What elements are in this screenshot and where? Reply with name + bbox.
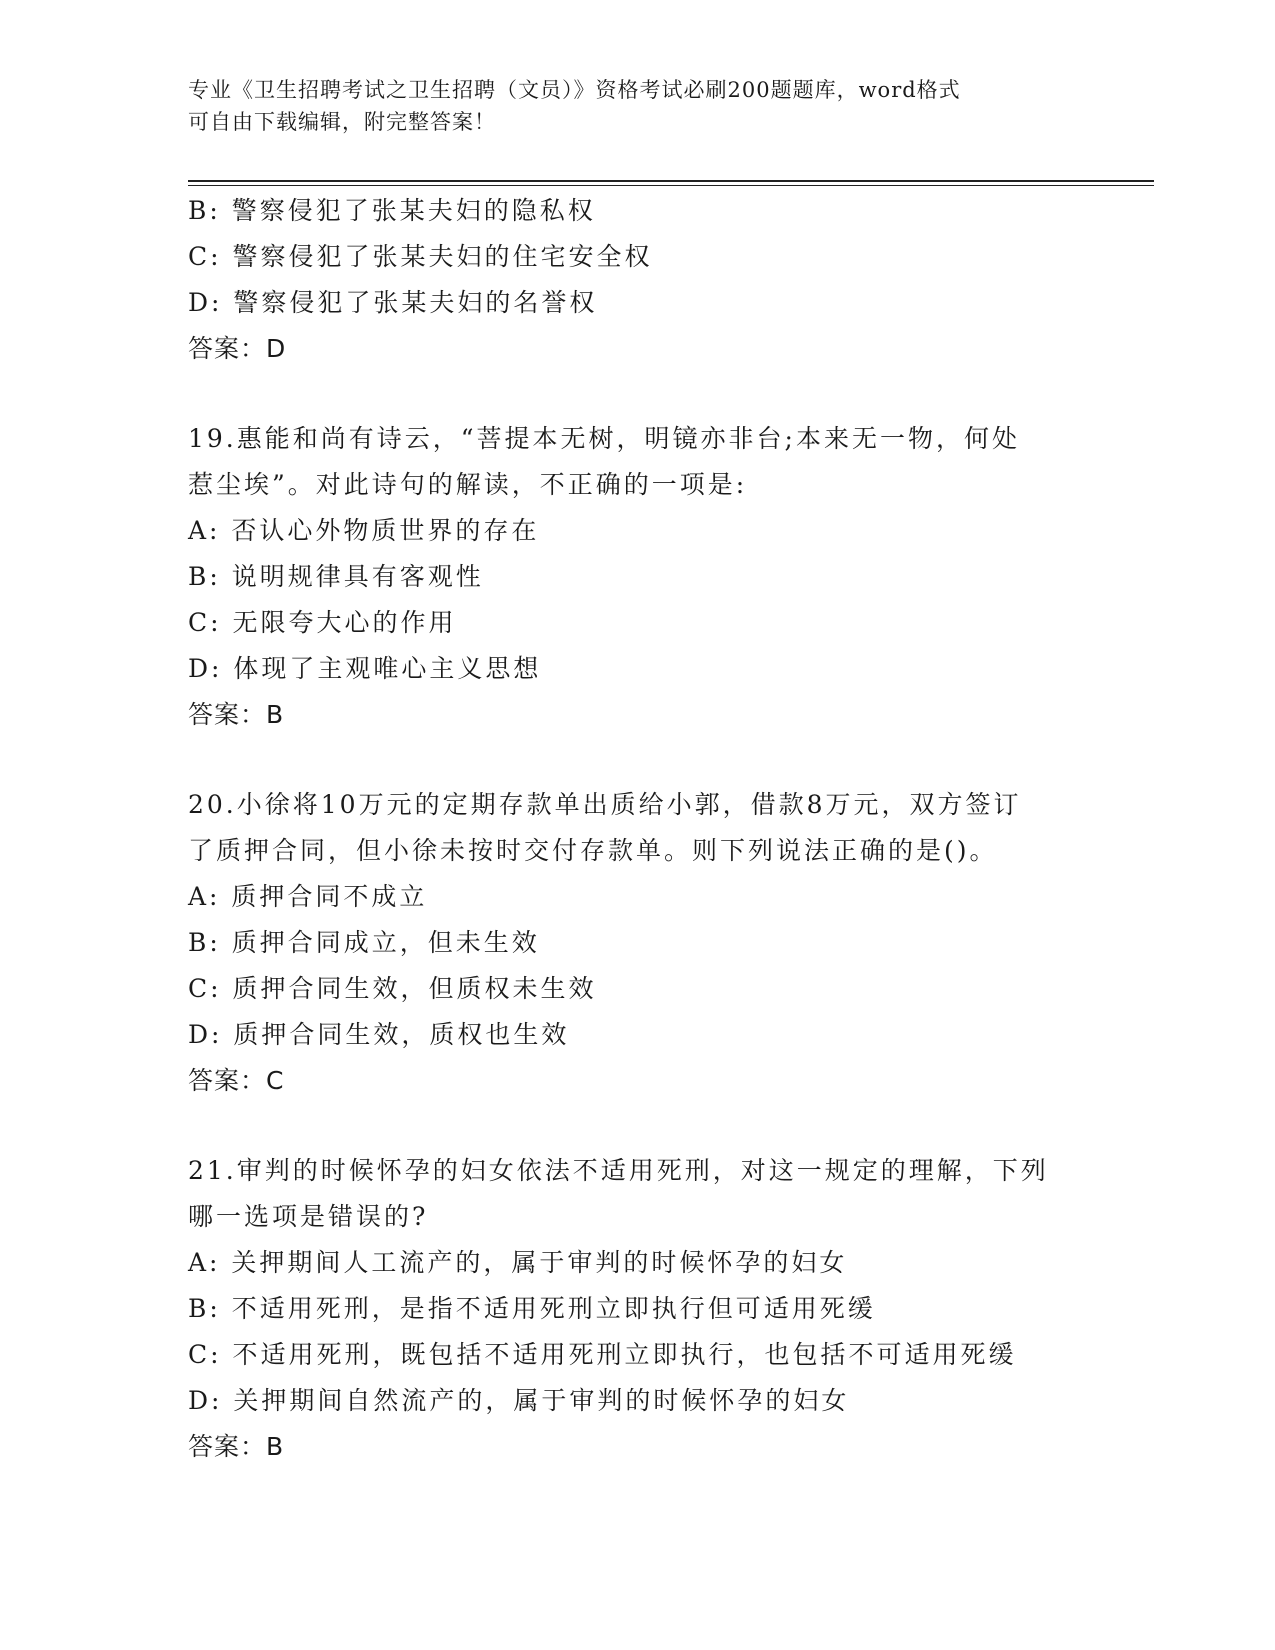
question-stem-line: 20.小徐将10万元的定期存款单出质给小郭，借款8万元，双方签订	[188, 790, 1022, 819]
question-19	[188, 416, 1088, 738]
spacer	[188, 1104, 1088, 1148]
option-b: B: 警察侵犯了张某夫妇的隐私权	[188, 196, 596, 225]
answer-line: 答案：C	[188, 1066, 285, 1095]
option-a: A: 关押期间人工流产的，属于审判的时候怀孕的妇女	[188, 1248, 848, 1277]
spacer	[188, 738, 1088, 782]
option-a: A: 质押合同不成立	[188, 882, 428, 911]
option-a: A: 否认心外物质世界的存在	[188, 516, 540, 545]
question-stem-line: 19.惠能和尚有诗云，“菩提本无树，明镜亦非台;本来无一物，何处	[188, 424, 1020, 453]
header-rule-thin	[188, 185, 1154, 186]
question-stem-line: 惹尘埃”。对此诗句的解读，不正确的一项是:	[188, 470, 748, 499]
option-d: D: 质押合同生效，质权也生效	[188, 1020, 570, 1049]
header-line-1: 专业《卫生招聘考试之卫生招聘（文员）》资格考试必刷200题题库，word格式	[188, 78, 961, 102]
option-d: D: 警察侵犯了张某夫妇的名誉权	[188, 288, 598, 317]
option-b: B: 说明规律具有客观性	[188, 562, 484, 591]
question-stem-line: 哪一选项是错误的?	[188, 1202, 429, 1231]
answer-line: 答案：B	[188, 700, 285, 729]
header-line-2: 可自由下载编辑，附完整答案！	[188, 110, 496, 134]
previous-question-tail	[188, 188, 1088, 372]
option-d: D: 体现了主观唯心主义思想	[188, 654, 542, 683]
option-b: B: 不适用死刑，是指不适用死刑立即执行但可适用死缓	[188, 1294, 876, 1323]
document-header	[188, 74, 1088, 138]
question-21	[188, 1148, 1088, 1470]
question-20	[188, 782, 1088, 1104]
option-c: C: 不适用死刑，既包括不适用死刑立即执行，也包括不可适用死缓	[188, 1340, 1017, 1369]
answer-line: 答案：D	[188, 334, 287, 363]
question-stem-line: 了质押合同，但小徐未按时交付存款单。则下列说法正确的是()。	[188, 836, 998, 865]
header-rule-thick	[188, 180, 1154, 182]
option-c: C: 警察侵犯了张某夫妇的住宅安全权	[188, 242, 653, 271]
option-c: C: 无限夸大心的作用	[188, 608, 457, 637]
option-b: B: 质押合同成立，但未生效	[188, 928, 540, 957]
answer-line: 答案：B	[188, 1432, 285, 1461]
option-c: C: 质押合同生效，但质权未生效	[188, 974, 597, 1003]
question-list	[188, 188, 1088, 1470]
option-d: D: 关押期间自然流产的，属于审判的时候怀孕的妇女	[188, 1386, 850, 1415]
spacer	[188, 372, 1088, 416]
question-stem-line: 21.审判的时候怀孕的妇女依法不适用死刑，对这一规定的理解，下列	[188, 1156, 1049, 1185]
